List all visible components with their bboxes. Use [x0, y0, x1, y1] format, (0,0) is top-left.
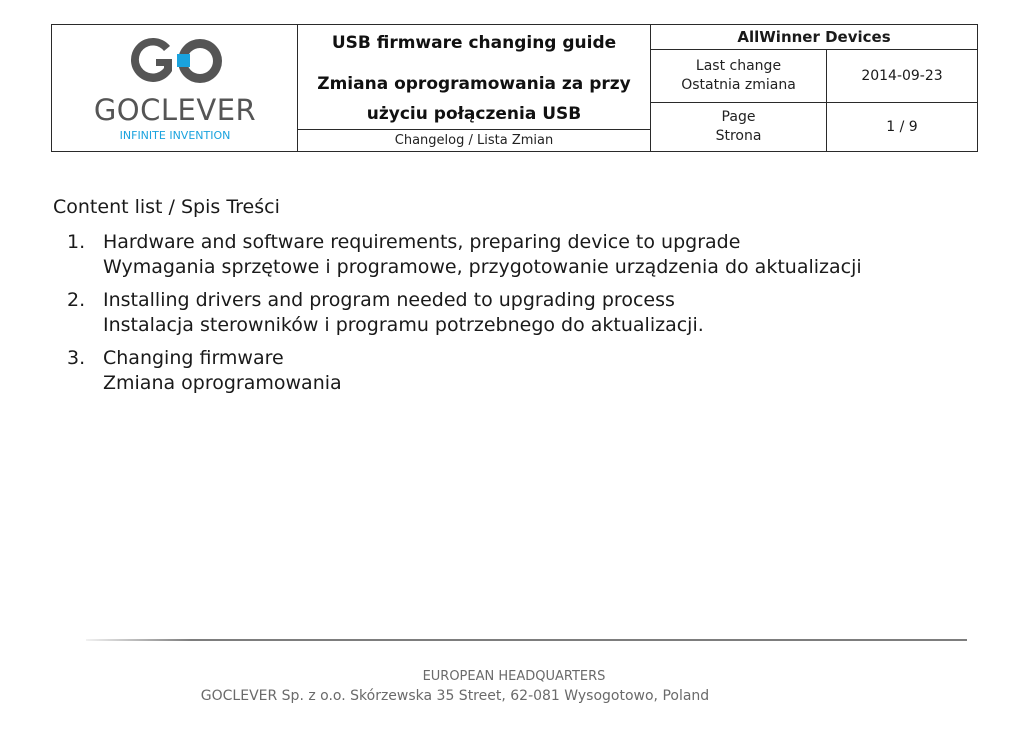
- last-change-label: [651, 50, 827, 103]
- list-item-number: 1.: [67, 231, 86, 253]
- document-header-table: [51, 24, 978, 152]
- changelog-label: Changelog / Lista Zmian: [298, 129, 650, 151]
- brand-name: GOCLEVER: [93, 93, 257, 127]
- company-name: AllWinner Devices: [651, 25, 977, 50]
- footer-address: GOCLEVER Sp. z o.o. Skórzewska 35 Street, 62-081 Wysogotowo, Poland: [200, 688, 710, 704]
- info-cell: [651, 25, 977, 151]
- list-item: [53, 230, 953, 280]
- footer-headquarters: EUROPEAN HEADQUARTERS: [422, 669, 606, 684]
- list-item-polish: Zmiana oprogramowania: [103, 372, 342, 394]
- content-list: [53, 230, 953, 404]
- page-number: 1 / 9: [886, 119, 918, 135]
- list-item-english: Changing firmware: [103, 347, 284, 369]
- brand-tagline: INFINITE INVENTION: [119, 129, 231, 142]
- page-label-en: Page: [721, 109, 756, 125]
- title-cell: [298, 25, 651, 151]
- goclever-logo-icon: [126, 31, 226, 91]
- list-item-english: Hardware and software requirements, preparing device to upgrade: [103, 231, 741, 253]
- page-label: [651, 103, 827, 151]
- list-item: [53, 288, 953, 338]
- logo-cell: [52, 25, 298, 151]
- list-item: [53, 346, 953, 396]
- list-item-number: 2.: [67, 289, 86, 311]
- content-list-title: Content list / Spis Treści: [53, 196, 280, 218]
- page-label-pl: Strona: [715, 128, 762, 144]
- list-item-number: 3.: [67, 347, 86, 369]
- last-change-label-en: Last change: [695, 58, 782, 74]
- document-subtitle: Zmiana oprogramowania za przy użyciu połączenia USB: [317, 74, 631, 124]
- list-item-english: Installing drivers and program needed to upgrading process: [103, 289, 675, 311]
- document-title: USB firmware changing guide: [331, 33, 617, 53]
- footer-divider: [86, 639, 967, 641]
- list-item-polish: Instalacja sterowników i programu potrzebnego do aktualizacji.: [103, 314, 704, 336]
- last-change-value: 2014-09-23: [827, 50, 977, 103]
- last-change-label-pl: Ostatnia zmiana: [681, 77, 796, 93]
- list-item-polish: Wymagania sprzętowe i programowe, przygotowanie urządzenia do aktualizacji: [103, 256, 862, 278]
